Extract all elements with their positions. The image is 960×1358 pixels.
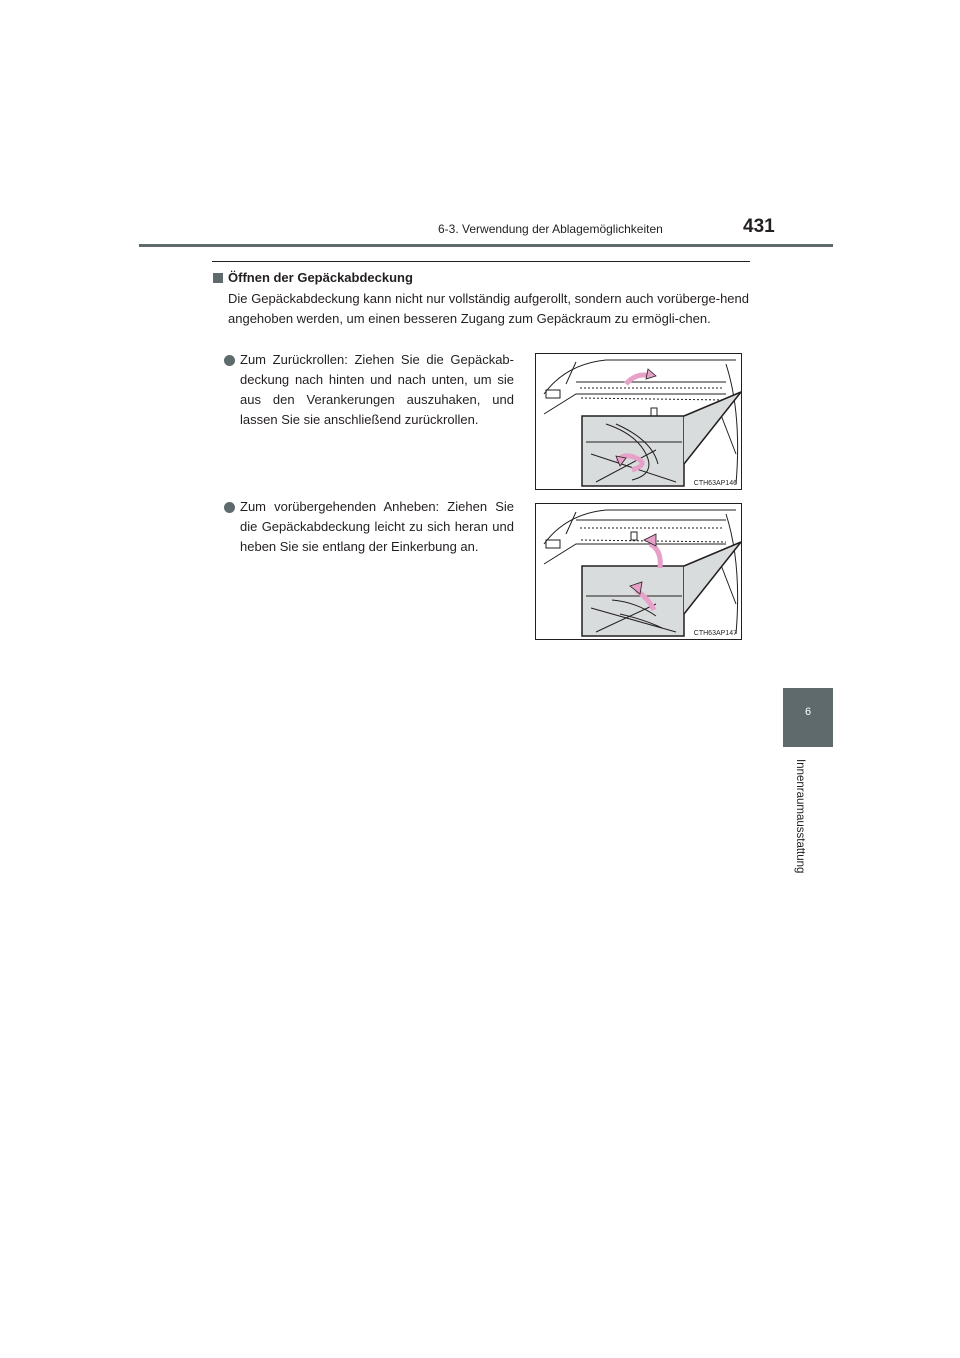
chapter-title: Innenraumausstattung [794, 759, 806, 874]
round-bullet-icon [224, 355, 235, 366]
header-rule [139, 244, 833, 247]
intro-paragraph: Die Gepäckabdeckung kann nicht nur vollständig aufgerollt, sondern auch vorüberge-hend angehoben werden, um einen besseren Zugang zum Gepäckraum zu ermögli-chen. [228, 291, 749, 326]
page-number: 431 [743, 216, 775, 237]
cargo-cover-illustration [536, 354, 742, 490]
figure-cover-lift [535, 503, 742, 640]
list-item-text: Zum vorübergehenden Anheben: Ziehen Sie die Gepäckabdeckung leicht zu sich heran und heben Sie sie entlang der Einkerbung an. [240, 499, 514, 554]
running-header-title: 6-3. Verwendung der Ablagemöglichkeiten [438, 222, 663, 236]
figure-cover-rollback [535, 353, 742, 490]
figure-code: CTH63AP147 [693, 630, 737, 637]
chapter-number: 6 [804, 706, 812, 718]
section-heading [213, 270, 413, 285]
section-heading-text: Öffnen der Gepäckabdeckung [228, 270, 413, 285]
cargo-cover-illustration [536, 504, 742, 640]
square-bullet-icon [213, 273, 223, 283]
section-rule [212, 261, 750, 262]
chapter-tab [783, 688, 833, 747]
list-item-text: Zum Zurückrollen: Ziehen Sie die Gepäckab-deckung nach hinten und nach unten, um sie aus den Verankerungen auszuhaken, und lassen Sie sie anschließend zurückrollen. [240, 352, 514, 427]
figure-code: CTH63AP146 [693, 480, 737, 487]
round-bullet-icon [224, 502, 235, 513]
